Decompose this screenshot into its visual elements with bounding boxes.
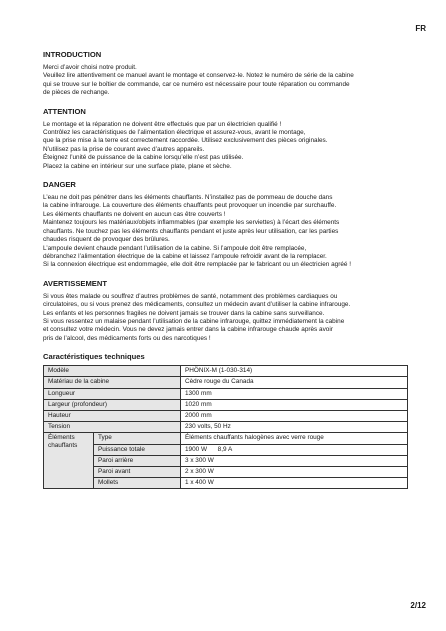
spec-value: PHÖNIX-M (1-030-314) [181,366,408,377]
specs-table [43,365,408,489]
attention-text: Le montage et la réparation ne doivent être effectués que par un électricien qualifié ! Contrôlez les caractéristiques de l’alimentation électrique et assurez-vous, avant le montage, que la prise mise à la terre est correctement raccordée. Utilisez exclusivement des pièces originales. N’utilisez pas la prise de courant avec d’autres appareils. Éteignez l’unité de puissance de la cabine lorsqu’elle n’est pas utilisée. Placez la cabine en intérieur sur une surface plate, plane et sèche. [43,120,328,170]
danger-heading: DANGER [43,180,76,190]
avertissement-section [43,279,408,343]
spec-value: 2 x 300 W [181,466,408,477]
spec-value: 3 x 300 W [181,455,408,466]
spec-label: Tension [44,422,181,433]
spec-value: 1 x 400 W [181,478,408,489]
spec-sublabel: Paroi avant [94,466,181,477]
spec-value: 1900 W 8,9 A [181,444,408,455]
page-number: 2/12 [410,601,426,610]
page-content [43,50,408,489]
spec-label: Matériau de la cabine [44,377,181,388]
table-row [44,478,408,489]
specs-heading: Caractéristiques techniques [43,352,145,362]
attention-section [43,107,408,171]
spec-sublabel: Paroi arrière [94,455,181,466]
danger-section [43,180,408,270]
spec-sublabel: Puissance totale [94,444,181,455]
introduction-section [43,50,408,98]
avertissement-heading: AVERTISSEMENT [43,278,107,288]
spec-sublabel: Mollets [94,478,181,489]
table-row [44,410,408,421]
avertissement-text: Si vous êtes malade ou souffrez d’autres problèmes de santé, notamment des problèmes cardiaques ou circulatoires, ou si vous prenez des médicaments, consultez un médecin avant d’utiliser la cabine infrarouge. Les enfants et les personnes fragiles ne doivent jamais se trouver dans la cabine sans surveillance. Si vous ressentez un malaise pendant l’utilisation de la cabine infrarouge, quittez immédiatement la cabine et consultez votre médecin. Vous ne devez jamais entrer dans la cabine infrarouge chaude après avoir pris de l’alcool, des médicaments forts ou des narcotiques ! [43,292,351,342]
spec-value: 230 volts, 50 Hz [181,422,408,433]
spec-label: Longueur [44,388,181,399]
table-row [44,455,408,466]
spec-sublabel: Type [94,433,181,444]
spec-value: Éléments chauffants halogènes avec verre rouge [181,433,408,444]
spec-value: 1300 mm [181,388,408,399]
language-label: FR [415,24,426,33]
spec-value: Cèdre rouge du Canada [181,377,408,388]
danger-text: L’eau ne doit pas pénétrer dans les éléments chauffants. N’installez pas de pommeau de douche dans la cabine infrarouge. La couverture des éléments chauffants peut provoquer un incendie par surchauffe. Les éléments chauffants ne doivent en aucun cas être couverts ! Maintenez toujours les matériaux/objets inflammables (par exemple les serviettes) à l’écart des éléments chauffants. Ne touchez pas les éléments chauffants pendant et juste après leur utilisation, car les parties chaudes risquent de provoquer des brûlures. L’ampoule devient chaude pendant l’utilisation de la cabine. Si l’ampoule doit être remplacée, débranchez l’alimentation électrique de la cabine et laissez l’ampoule refroidir avant de la remplacer. Si la connexion électrique est endommagée, elle doit être remplacée par le fabricant ou un électricien agréé ! [43,194,351,269]
table-row [44,433,408,444]
heating-elements-group-label: Éléments chauffants [44,433,94,489]
specs-section [43,352,408,489]
introduction-heading: INTRODUCTION [43,50,102,59]
spec-label: Largeur (profondeur) [44,399,181,410]
spec-value: 2000 mm [181,410,408,421]
table-row [44,422,408,433]
table-row [44,388,408,399]
table-row [44,466,408,477]
attention-heading: ATTENTION [43,106,86,116]
spec-label: Hauteur [44,410,181,421]
spec-label: Modèle [44,366,181,377]
table-row [44,377,408,388]
spec-value: 1020 mm [181,399,408,410]
table-row [44,399,408,410]
table-row [44,366,408,377]
table-row [44,444,408,455]
introduction-text: Merci d’avoir choisi notre produit. Veuillez lire attentivement ce manuel avant le montage et conservez-le. Notez le numéro de série de la cabine qui se trouve sur le boîtier de commande, car ce numéro est nécessaire pour toute réparation ou commande de pièces de rechange. [43,64,354,97]
